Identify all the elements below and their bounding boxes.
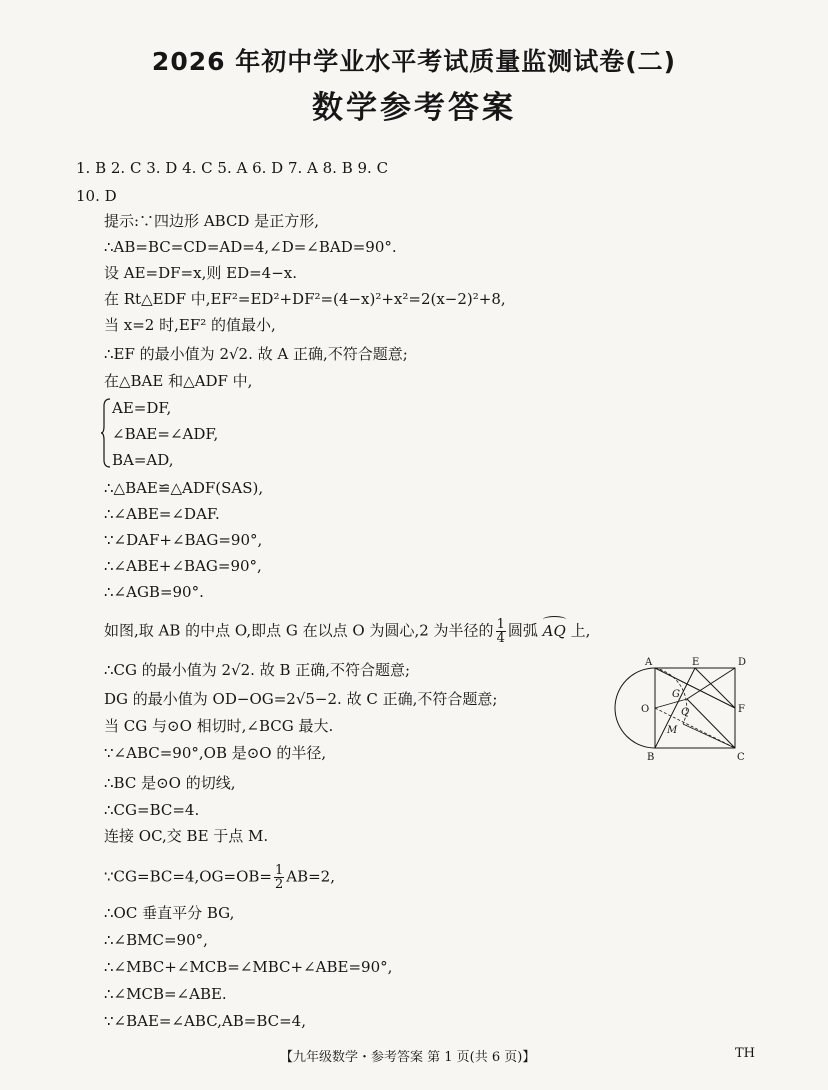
solution-line: 提示:∵四边形 ABCD 是正方形, <box>104 212 319 230</box>
solution-line: ∠BAE=∠ADF, <box>112 425 219 443</box>
solution-line: ∴∠BMC=90°, <box>104 931 208 949</box>
answer-line-10: 10. D <box>76 187 117 205</box>
label-B: B <box>647 752 655 763</box>
numerator: 1 <box>274 863 284 878</box>
solution-line <box>104 618 590 645</box>
label-O: O <box>641 704 650 715</box>
segment-EF <box>695 668 735 708</box>
brace <box>101 398 111 468</box>
solution-line: 在 Rt△EDF 中,EF²=ED²+DF²=(4−x)²+x²=2(x−2)²+8, <box>104 290 506 308</box>
corner-code: TH <box>735 1046 756 1061</box>
fraction <box>496 618 506 645</box>
solution-line: ∵∠ABC=90°,OB 是⊙O 的半径, <box>104 744 327 762</box>
solution-line: DG 的最小值为 OD−OG=2√5−2. 故 C 正确,不符合题意; <box>104 690 498 708</box>
label-F: F <box>738 704 745 715</box>
solution-line: 当 x=2 时,EF² 的值最小, <box>104 316 276 334</box>
solution-line: ∴EF 的最小值为 2√2. 故 A 正确,不符合题意; <box>104 345 408 363</box>
line-text: 上, <box>570 621 591 640</box>
line-text: 圆弧 <box>507 621 538 640</box>
denominator: 4 <box>496 631 505 646</box>
label-C: C <box>737 752 745 763</box>
solution-line: BA=AD, <box>112 451 174 469</box>
solution-line: 设 AE=DF=x,则 ED=4−x. <box>104 264 298 282</box>
solution-line: ∴AB=BC=CD=AD=4,∠D=∠BAD=90°. <box>104 238 397 256</box>
label-D: D <box>738 657 747 668</box>
segment-CG <box>687 699 735 748</box>
solution-line: 在△BAE 和△ADF 中, <box>104 372 253 390</box>
label-E: E <box>692 657 700 668</box>
solution-line: ∴∠ABE=∠DAF. <box>104 505 220 523</box>
page-footer: 【九年级数学・参考答案 第 1 页(共 6 页)】 <box>280 1050 536 1065</box>
segment-AF <box>655 668 735 708</box>
exam-title: 2026 年初中学业水平考试质量监测试卷(二) <box>151 47 677 76</box>
solution-line: ∴BC 是⊙O 的切线, <box>104 774 236 792</box>
solution-line: ∴△BAE≌△ADF(SAS), <box>104 479 264 497</box>
fraction <box>274 864 284 891</box>
geometry-figure <box>600 654 760 766</box>
label-G: G <box>672 689 680 700</box>
solution-line <box>104 864 335 891</box>
solution-line: ∵∠BAE=∠ABC,AB=BC=4, <box>104 1012 306 1030</box>
line-text: ∵CG=BC=4,OG=OB= <box>104 867 272 886</box>
solution-line: ∴∠AGB=90°. <box>104 583 204 601</box>
label-M: M <box>667 725 678 736</box>
label-A: A <box>645 657 653 668</box>
page-subtitle: 数学参考答案 <box>312 90 516 126</box>
solution-line: ∴OC 垂直平分 BG, <box>104 904 235 922</box>
label-Q: Q <box>681 707 690 718</box>
segment-CM <box>683 724 735 748</box>
solution-line: ∴∠ABE+∠BAG=90°, <box>104 557 262 575</box>
solution-line: 当 CG 与⊙O 相切时,∠BCG 最大. <box>104 717 334 735</box>
arc-label: AQ <box>542 621 566 640</box>
denominator: 2 <box>274 877 284 892</box>
solution-line: ∴CG 的最小值为 2√2. 故 B 正确,不符合题意; <box>104 661 411 679</box>
segment-GD <box>687 668 735 699</box>
solution-line: ∴CG=BC=4. <box>104 801 200 819</box>
solution-line: ∴∠MBC+∠MCB=∠MBC+∠ABE=90°, <box>104 958 393 976</box>
solution-line: 连接 OC,交 BE 于点 M. <box>104 827 269 845</box>
answer-line-1: 1. B 2. C 3. D 4. C 5. A 6. D 7. A 8. B 9. C <box>76 159 389 177</box>
solution-line: AE=DF, <box>112 399 172 417</box>
line-text: 如图,取 AB 的中点 O,即点 G 在以点 O 为圆心,2 为半径的 <box>104 621 494 640</box>
solution-line: ∵∠DAF+∠BAG=90°, <box>104 531 263 549</box>
solution-line: ∴∠MCB=∠ABE. <box>104 985 227 1003</box>
numerator: 1 <box>496 617 505 632</box>
line-text: AB=2, <box>286 867 335 886</box>
